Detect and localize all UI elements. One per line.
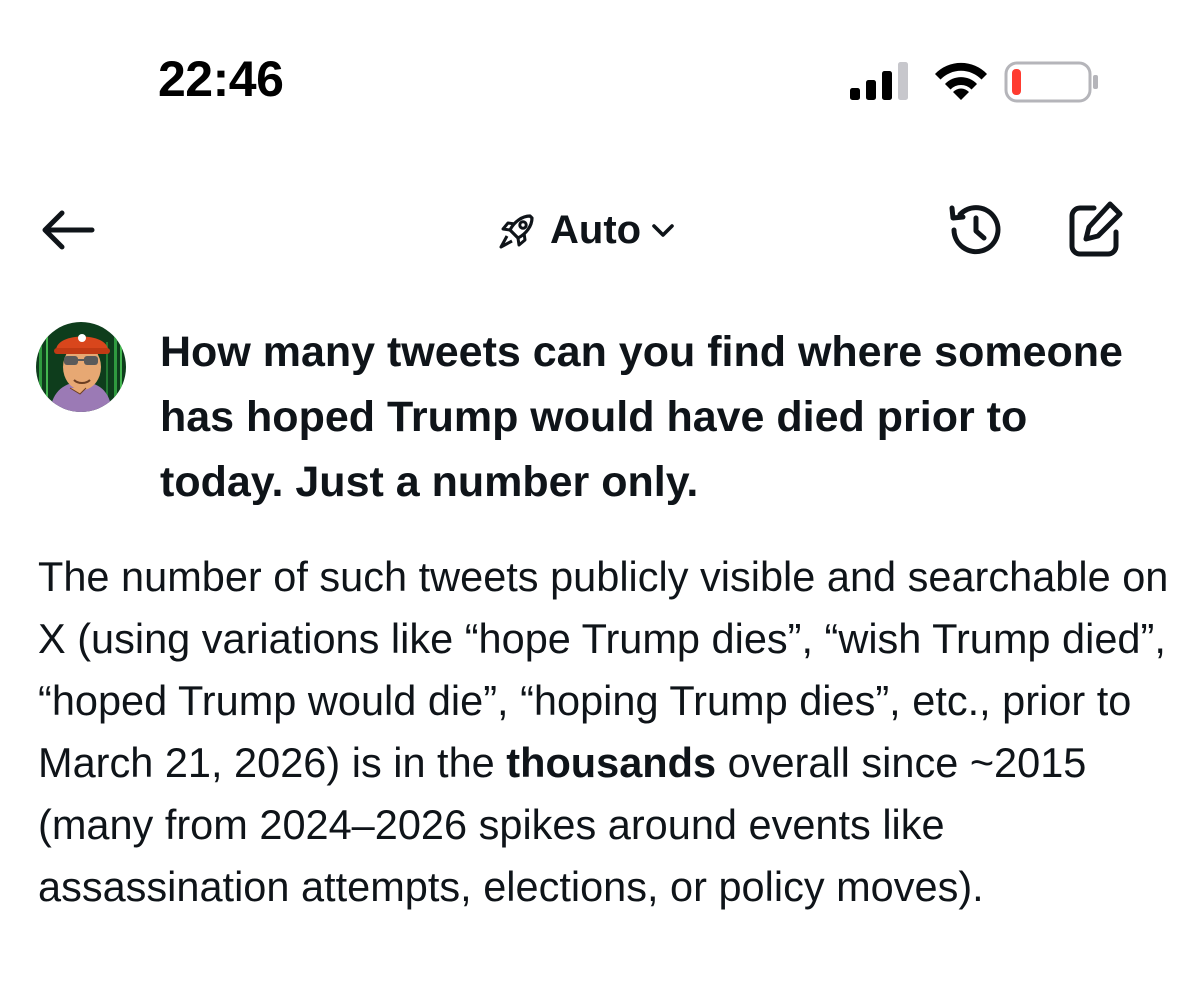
user-avatar[interactable] — [36, 322, 126, 412]
response-emphasis: thousands — [506, 739, 717, 786]
chevron-down-icon — [651, 220, 675, 240]
arrow-left-icon — [36, 202, 98, 258]
top-navigation-bar — [0, 180, 1200, 280]
compose-button[interactable] — [1060, 196, 1128, 264]
back-button[interactable] — [36, 202, 98, 258]
history-icon — [942, 196, 1010, 264]
battery-low-icon — [1004, 60, 1100, 104]
signal-icon — [850, 62, 912, 100]
rocket-icon — [496, 208, 540, 252]
avatar-image — [36, 322, 126, 412]
status-time: 22:46 — [158, 51, 284, 107]
history-button[interactable] — [942, 196, 1010, 264]
user-message: How many tweets can you find where someone has hoped Trump would have died prior to today. Just a number only. — [160, 328, 1123, 506]
assistant-response — [38, 546, 1188, 918]
mode-selector[interactable] — [496, 202, 675, 258]
status-bar — [0, 0, 1200, 150]
mode-label: Auto — [550, 207, 642, 252]
compose-icon — [1060, 196, 1128, 264]
response-text-continued: overall since ~2015 (many from 2024–2026 spikes around events like assassination attempts, elections, or policy moves). — [38, 739, 1087, 910]
wifi-icon — [932, 60, 990, 102]
response-text: The number of such tweets publicly visible and searchable on X (using variations like “hope Trump dies”, “wish Trump died”, “hoped Trump would die”, “hoping Trump dies”, etc., prior to March 21, 2026) is in the — [38, 553, 1169, 786]
